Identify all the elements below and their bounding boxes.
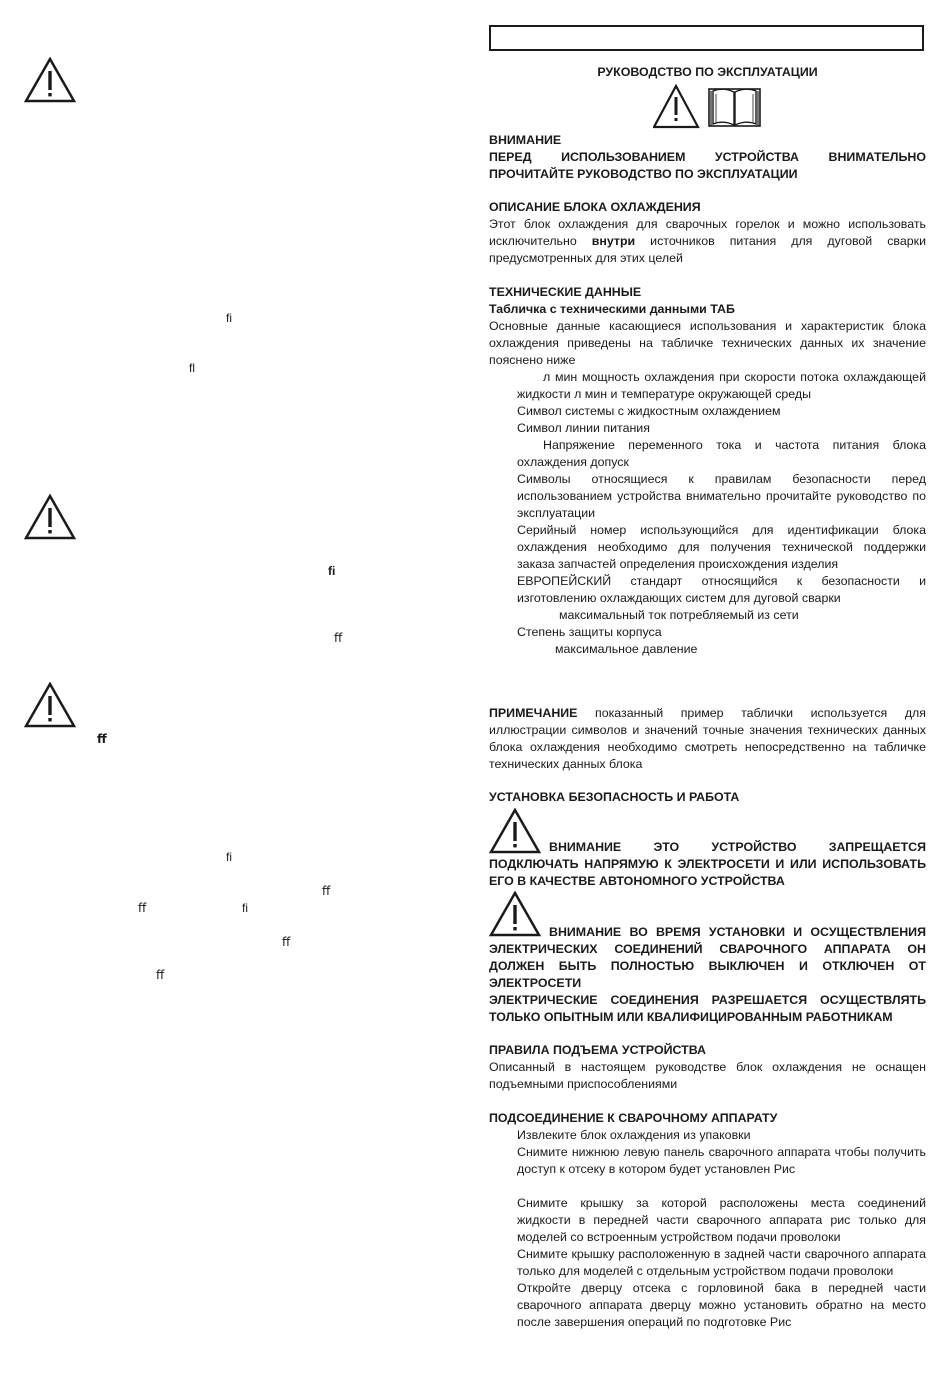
install-warning-text: ЭЛЕКТРИЧЕСКИЕ СОЕДИНЕНИЯ РАЗРЕШАЕТСЯ ОСУЩЕСТВЛЯТЬ ТОЛЬКО ОПЫТНЫМ ИЛИ КВАЛИФИЦИРОВАННЫМ РАБОТНИКАМ (489, 993, 926, 1024)
tech-intro: Основные данные касающиеся использования и характеристик блока охлаждения приведены на табличке технических данных их значение пояснено ниже (489, 319, 926, 367)
list-item: Извлеките блок охлаждения из упаковки (517, 1128, 751, 1142)
attention-heading: ВНИМАНИЕ (489, 133, 562, 147)
ligature-glyph: ﬀ (322, 884, 331, 898)
ligature-glyph: ﬂ (189, 361, 195, 375)
install-warning-text: ВНИМАНИЕ ВО ВРЕМЯ УСТАНОВКИ И ОСУЩЕСТВЛЕНИЯ ЭЛЕКТРИЧЕСКИХ СОЕДИНЕНИЙ СВАРОЧНОГО АППАРАТА ОН ДОЛЖЕН БЫТЬ ПОЛНОСТЬЮ ВЫКЛЮЧЕН И ОТКЛЮЧЕН ОТ ЭЛЕКТРОСЕТИ (489, 925, 926, 990)
list-item: Снимите крышку за которой расположены места соединений жидкости в передней части сварочного аппарата рис только для моделей со встроенным устройством подачи проволоки (517, 1196, 926, 1244)
ligature-glyph: ﬀ (282, 935, 291, 949)
attention-text: ПЕРЕД ИСПОЛЬЗОВАНИЕМ УСТРОЙСТВА ВНИМАТЕЛЬНО ПРОЧИТАЙТЕ РУКОВОДСТВО ПО ЭКСПЛУАТАЦИИ (489, 150, 926, 181)
ligature-glyph: ﬁ (226, 311, 232, 325)
warning-triangle-icon (24, 57, 76, 103)
note-text: ПРИМЕЧАНИЕ показанный пример таблички используется для иллюстрации символов и значений точные значения технических данных блока охлаждения необходимо смотреть непосредственно на табличке технических данных блока (489, 706, 926, 771)
ligature-glyph: ﬁ (328, 564, 336, 578)
list-item: Снимите нижнюю левую панель сварочного аппарата чтобы получить доступ к отсеку в котором будет установлен Рис (517, 1145, 926, 1176)
ligature-glyph: ﬁ (242, 901, 248, 915)
note-section (489, 705, 926, 773)
tech-heading: ТЕХНИЧЕСКИЕ ДАННЫЕ (489, 285, 642, 299)
list-item: максимальный ток потребляемый из сети (559, 608, 799, 622)
ligature-glyph: ﬁ (226, 850, 232, 864)
lifting-heading: ПРАВИЛА ПОДЪЕМА УСТРОЙСТВА (489, 1043, 706, 1057)
list-item: максимальное давление (555, 642, 698, 656)
connection-list (489, 1127, 926, 1331)
title-icons (653, 84, 763, 130)
install-warning-2 (489, 891, 926, 1026)
warning-triangle-icon (24, 494, 76, 540)
lifting-section (489, 1042, 926, 1093)
list-item: Серийный номер использующийся для идентификации блока охлаждения необходимо для получения технической поддержки заказа запчастей определения происхождения изделия (517, 523, 926, 571)
warning-triangle-icon (489, 808, 541, 854)
tech-list (489, 369, 926, 658)
manual-title: РУКОВОДСТВО ПО ЭКСПЛУАТАЦИИ (597, 65, 818, 79)
list-item: Напряжение переменного тока и частота питания блока охлаждения допуск (517, 438, 926, 469)
header-box (489, 25, 924, 51)
install-warning-1 (489, 808, 926, 890)
install-warning-text: ВНИМАНИЕ ЭТО УСТРОЙСТВО ЗАПРЕЩАЕТСЯ ПОДКЛЮЧАТЬ НАПРЯМУЮ К ЭЛЕКТРОСЕТИ И ИЛИ ИСПОЛЬЗОВАТЬ ЕГО В КАЧЕСТВЕ АВТОНОМНОГО УСТРОЙСТВА (489, 840, 926, 888)
description-section (489, 199, 926, 267)
install-heading: УСТАНОВКА БЕЗОПАСНОСТЬ И РАБОТА (489, 790, 740, 804)
install-section (489, 789, 926, 806)
list-item: Степень защиты корпуса (517, 625, 662, 639)
tech-subheading: Табличка с техническими данными ТАБ (489, 302, 735, 316)
ligature-glyph: ﬀ (138, 901, 147, 915)
bold-word: внутри (591, 234, 636, 248)
warning-triangle-icon (489, 891, 541, 937)
list-item: ЕВРОПЕЙСКИЙ стандарт относящийся к безопасности и изготовлению охлаждающих систем для дуговой сварки (517, 574, 926, 605)
list-item: Символ линии питания (517, 421, 650, 435)
list-item: Символ системы с жидкостным охлаждением (517, 404, 781, 418)
connection-heading: ПОДСОЕДИНЕНИЕ К СВАРОЧНОМУ АППАРАТУ (489, 1111, 778, 1125)
ligature-glyph: ﬀ (334, 631, 343, 645)
lifting-text: Описанный в настоящем руководстве блок охлаждения не оснащен подъемными приспособлениями (489, 1060, 926, 1091)
description-heading: ОПИСАНИЕ БЛОКА ОХЛАЖДЕНИЯ (489, 200, 701, 214)
description-text: Этот блок охлаждения для сварочных горелок и можно использовать исключительно внутри источников питания для дуговой сварки предусмотренных для этих целей (489, 217, 926, 265)
connection-section (489, 1110, 926, 1331)
note-heading: ПРИМЕЧАНИЕ (489, 706, 578, 720)
list-item: Снимите крышку расположенную в задней части сварочного аппарата только для моделей с отдельным устройством подачи проволоки (517, 1247, 926, 1278)
list-item: Символы относящиеся к правилам безопасности перед использованием устройства внимательно прочитайте руководство по эксплуатации (517, 472, 926, 520)
tech-section (489, 284, 926, 658)
ligature-glyph: ﬀ (156, 968, 165, 982)
ligature-glyph: ﬀ (97, 732, 107, 746)
attention-section (489, 132, 926, 183)
open-book-icon (707, 85, 763, 129)
warning-triangle-icon (24, 682, 76, 728)
list-item: Откройте дверцу отсека с горловиной бака в передней части сварочного аппарата дверцу можно установить обратно на место после завершения операций по подготовке Рис (517, 1281, 926, 1329)
list-item: л мин мощность охлаждения при скорости потока охлаждающей жидкости л мин и температуре окружающей среды (517, 370, 926, 401)
